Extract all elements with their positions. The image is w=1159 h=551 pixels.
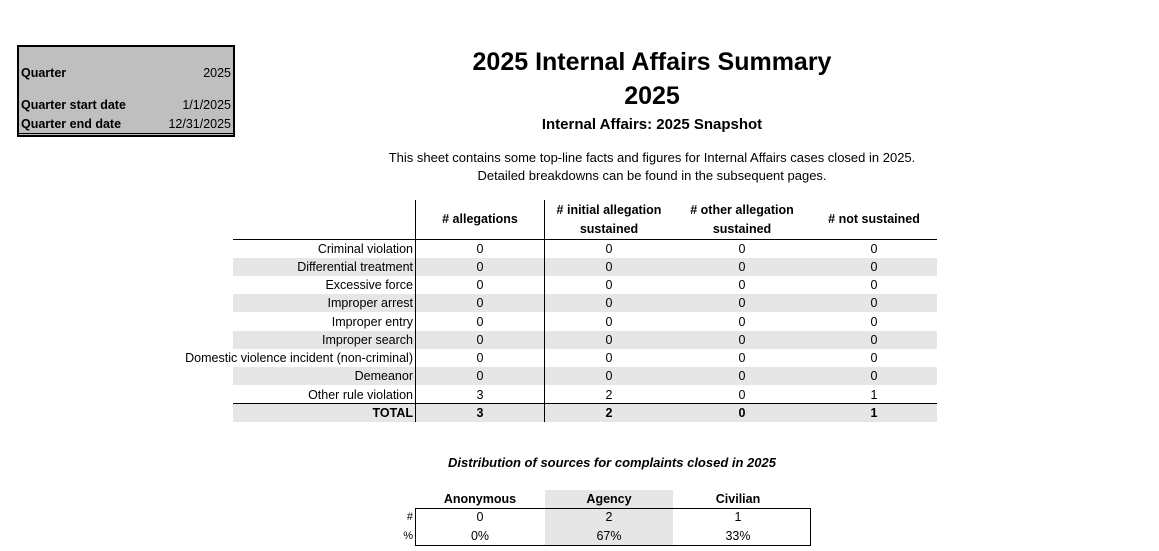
table-row	[233, 258, 937, 276]
quarter-end-value: 12/31/2025	[168, 117, 231, 131]
sources-border-top	[415, 508, 811, 509]
row-label: Improper entry	[331, 315, 413, 329]
total-initial-sustained: 2	[605, 406, 613, 420]
quarter-end-label: Quarter end date	[21, 117, 122, 131]
row-label: Differential treatment	[297, 260, 413, 274]
table-row	[233, 276, 937, 294]
table-row	[233, 367, 937, 385]
cell-other-sustained: 0	[738, 260, 746, 274]
cell-initial-sustained: 0	[605, 351, 613, 365]
cell-other-sustained: 0	[738, 242, 746, 256]
sources-cell-agency-count: 2	[605, 510, 613, 524]
sources-cell-agency-percent: 67%	[596, 529, 622, 543]
column-header-initial-sustained	[545, 201, 673, 239]
cell-other-sustained: 0	[738, 333, 746, 347]
quarter-box-divider	[19, 133, 233, 134]
cell-initial-sustained: 0	[605, 296, 613, 310]
table-row	[233, 386, 937, 404]
table-row	[233, 240, 937, 258]
quarter-start-value: 1/1/2025	[182, 98, 231, 112]
page-year: 2025	[624, 82, 680, 110]
table-divider-vertical	[544, 200, 545, 422]
cell-not-sustained: 0	[870, 369, 878, 383]
column-header-text: # initial allegation	[556, 203, 662, 217]
page-subtitle: Internal Affairs: 2025 Snapshot	[541, 116, 763, 133]
cell-not-sustained: 0	[870, 278, 878, 292]
cell-initial-sustained: 0	[605, 333, 613, 347]
table-row	[233, 331, 937, 349]
quarter-value: 2025	[203, 66, 231, 80]
cell-not-sustained: 0	[870, 296, 878, 310]
quarter-label: Quarter	[21, 66, 67, 80]
page-title: 2025 Internal Affairs Summary	[472, 48, 832, 76]
cell-allegations: 0	[476, 351, 484, 365]
total-row	[233, 404, 937, 422]
column-header-other-sustained	[674, 201, 810, 239]
cell-allegations: 3	[476, 388, 484, 402]
row-label: Improper search	[321, 333, 413, 347]
cell-allegations: 0	[476, 260, 484, 274]
cell-other-sustained: 0	[738, 278, 746, 292]
column-header-text: sustained	[712, 222, 772, 236]
sources-cell-anonymous-count: 0	[476, 510, 484, 524]
total-not-sustained: 1	[870, 406, 878, 420]
table-row	[185, 349, 937, 367]
total-allegations: 3	[476, 406, 484, 420]
row-label: Other rule violation	[308, 388, 413, 402]
row-label: Demeanor	[354, 369, 413, 383]
cell-not-sustained: 0	[870, 333, 878, 347]
sources-cell-anonymous-percent: 0%	[470, 529, 490, 543]
row-label: Improper arrest	[327, 296, 413, 310]
cell-not-sustained: 0	[870, 351, 878, 365]
cell-not-sustained: 0	[870, 242, 878, 256]
cell-other-sustained: 0	[738, 369, 746, 383]
cell-allegations: 0	[476, 296, 484, 310]
sources-row-label-percent: %	[403, 530, 413, 542]
sources-header-agency: Agency	[545, 490, 673, 508]
description-line-2: Detailed breakdowns can be found in the subsequent pages.	[477, 168, 827, 183]
cell-not-sustained: 0	[870, 260, 878, 274]
cell-initial-sustained: 0	[605, 242, 613, 256]
cell-other-sustained: 0	[738, 388, 746, 402]
table-divider-total	[233, 403, 937, 404]
sources-border-left	[415, 508, 416, 546]
sources-header-anonymous: Anonymous	[443, 492, 517, 506]
cell-allegations: 0	[476, 278, 484, 292]
quarter-start-label: Quarter start date	[21, 98, 126, 112]
cell-allegations: 0	[476, 369, 484, 383]
table-divider-vertical	[415, 200, 416, 422]
sources-border-bottom	[415, 545, 811, 546]
sources-cell-civilian-count: 1	[734, 510, 742, 524]
cell-not-sustained: 1	[870, 388, 878, 402]
sources-border-right	[810, 508, 811, 546]
cell-allegations: 0	[476, 333, 484, 347]
cell-other-sustained: 0	[738, 315, 746, 329]
table-row	[233, 313, 937, 331]
cell-allegations: 0	[476, 315, 484, 329]
cell-other-sustained: 0	[738, 351, 746, 365]
cell-initial-sustained: 0	[605, 260, 613, 274]
row-label: Domestic violence incident (non-criminal)	[185, 351, 413, 365]
table-divider-header	[233, 239, 937, 240]
cell-initial-sustained: 2	[605, 388, 613, 402]
cell-allegations: 0	[476, 242, 484, 256]
table-row	[233, 294, 937, 312]
total-label: TOTAL	[372, 406, 413, 420]
description-line-1: This sheet contains some top-line facts and figures for Internal Affairs cases closed in 2025.	[388, 150, 916, 165]
cell-initial-sustained: 0	[605, 278, 613, 292]
sources-cell-civilian-percent: 33%	[725, 529, 751, 543]
cell-initial-sustained: 0	[605, 369, 613, 383]
column-header-not-sustained	[811, 210, 937, 229]
column-header-text: # allegations	[442, 212, 518, 226]
column-header-text: # not sustained	[828, 212, 920, 226]
row-label: Excessive force	[325, 278, 413, 292]
cell-other-sustained: 0	[738, 296, 746, 310]
row-label: Criminal violation	[317, 242, 413, 256]
cell-not-sustained: 0	[870, 315, 878, 329]
column-header-text: sustained	[579, 222, 639, 236]
column-header-text: # other allegation	[690, 203, 794, 217]
column-header-allegations	[416, 210, 544, 229]
cell-initial-sustained: 0	[605, 315, 613, 329]
sources-header-civilian: Civilian	[715, 492, 761, 506]
sources-table-title: Distribution of sources for complaints closed in 2025	[448, 455, 776, 470]
total-other-sustained: 0	[738, 406, 746, 420]
sources-row-label-count: #	[406, 511, 413, 523]
